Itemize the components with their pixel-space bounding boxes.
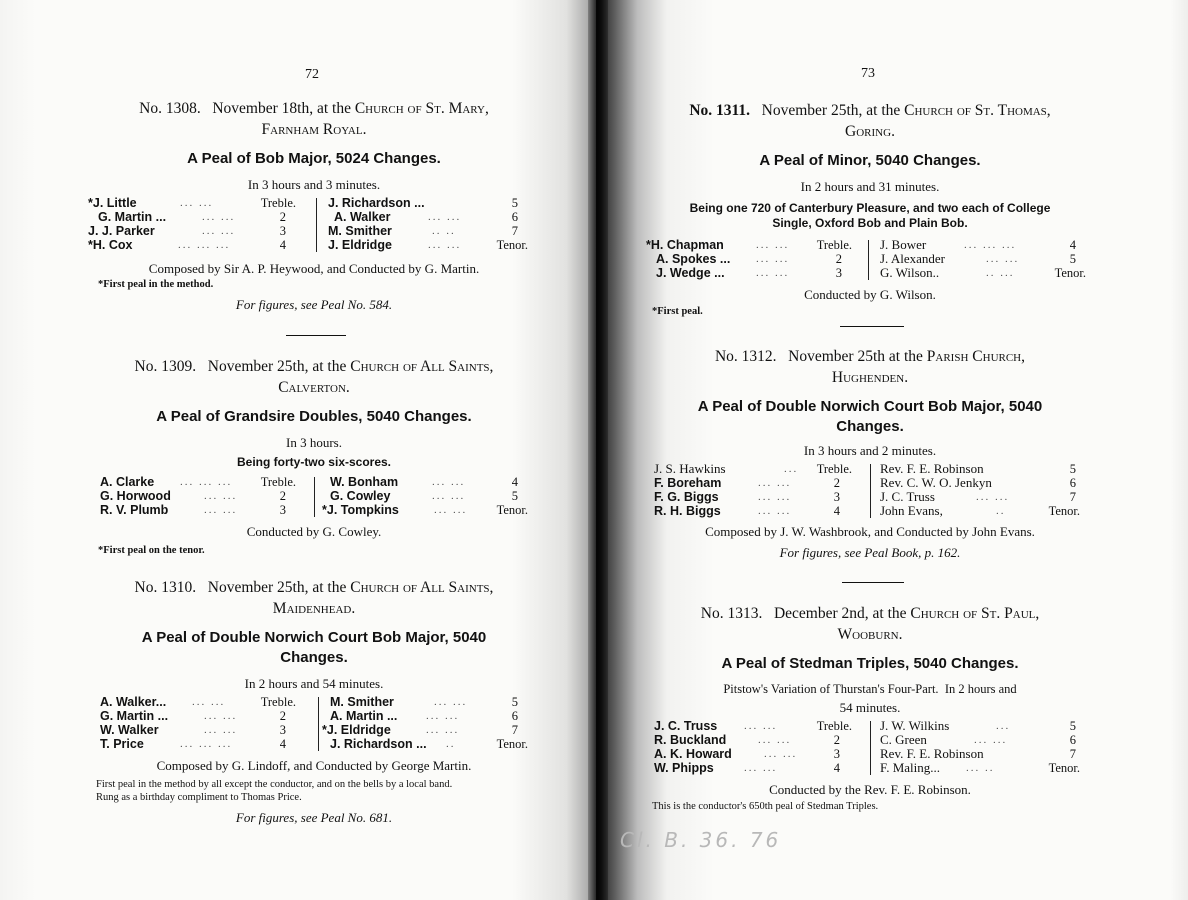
ringer-name: G. Horwood bbox=[100, 489, 171, 503]
peal-title: A Peal of Minor, 5040 Changes. bbox=[759, 152, 981, 169]
ringer-row bbox=[100, 503, 300, 517]
footnote-line: Rung as a birthday compliment to Thomas Price. bbox=[96, 792, 302, 803]
peal-number: No. 1309. bbox=[134, 358, 197, 375]
bell-number: Tenor. bbox=[496, 503, 528, 517]
ringer-name: *H. Chapman bbox=[646, 238, 724, 252]
peal-place: Maidenhead. bbox=[272, 600, 356, 617]
ringer-row bbox=[322, 475, 530, 489]
ringer-name: W. Bonham bbox=[330, 475, 399, 489]
ringer-row bbox=[646, 252, 856, 266]
leader-dots: ... ... bbox=[204, 504, 238, 516]
leader-dots: ... ... ... bbox=[178, 239, 231, 251]
ringer-name: A. Walker bbox=[334, 210, 391, 224]
ringers-left-column bbox=[654, 462, 854, 518]
ringer-row bbox=[100, 709, 300, 723]
column-divider bbox=[318, 697, 319, 751]
peal-number: No. 1310. bbox=[134, 579, 197, 596]
bell-number: 5 bbox=[511, 196, 518, 210]
peal-church: Church of St. Thomas, bbox=[904, 102, 1051, 119]
ringer-row bbox=[654, 719, 854, 733]
leader-dots: ... ... bbox=[758, 505, 792, 517]
ringer-row bbox=[328, 224, 528, 238]
leader-dots: ... ... bbox=[758, 477, 792, 489]
bell-number: 5 bbox=[511, 489, 518, 503]
leader-dots: ... ... bbox=[756, 239, 790, 251]
peal-time: In 3 hours and 2 minutes. bbox=[803, 443, 937, 458]
leader-dots: ... ... bbox=[434, 504, 468, 516]
ringers-left-column bbox=[646, 238, 856, 280]
conducted-by: Conducted by G. Wilson. bbox=[804, 287, 936, 302]
bell-number: 7 bbox=[511, 224, 518, 238]
bell-number: Tenor. bbox=[496, 737, 528, 751]
peal-time: In 3 hours. bbox=[286, 435, 342, 450]
leader-dots: ... ... bbox=[764, 748, 798, 760]
ringer-row bbox=[322, 737, 530, 751]
ringer-name: F. Boreham bbox=[654, 476, 722, 490]
bell-number: 6 bbox=[511, 210, 518, 224]
bell-number: 2 bbox=[279, 210, 286, 224]
leader-dots: .. .. bbox=[432, 225, 456, 237]
leader-dots: ... ... bbox=[986, 253, 1020, 265]
leader-dots: ... ... bbox=[180, 197, 214, 209]
conducted-by: Conducted by the Rev. F. E. Robinson. bbox=[769, 782, 971, 797]
ringers-right-column bbox=[322, 695, 530, 751]
leader-dots: ... .. bbox=[966, 762, 995, 774]
ringer-row bbox=[880, 719, 1090, 733]
peal-church: Church of St. Mary, bbox=[354, 100, 489, 117]
peal-description-line: Single, Oxford Bob and Plain Bob. bbox=[772, 216, 968, 230]
ringers-right-column bbox=[322, 475, 530, 517]
bell-number: 3 bbox=[835, 266, 842, 280]
ringer-name: J. Richardson ... bbox=[328, 196, 425, 210]
bell-number: 4 bbox=[833, 504, 840, 518]
bell-number: Tenor. bbox=[1048, 761, 1080, 775]
peal-place: Calverton. bbox=[278, 379, 350, 396]
ringer-name: A. Martin ... bbox=[330, 709, 398, 723]
bell-number: 4 bbox=[833, 761, 840, 775]
leader-dots: ... ... bbox=[202, 211, 236, 223]
figures-reference: For figures, see Peal No. 681. bbox=[235, 810, 393, 825]
ringers-table bbox=[84, 196, 544, 254]
ringer-row bbox=[100, 695, 300, 709]
leader-dots: ... ... bbox=[976, 491, 1010, 503]
ringer-name: G. Martin ... bbox=[98, 210, 167, 224]
bell-number: Treble. bbox=[816, 238, 852, 252]
ringer-row bbox=[646, 266, 856, 280]
ringer-name: G. Cowley bbox=[330, 489, 391, 503]
ringers-left-column bbox=[88, 196, 296, 252]
bell-number: 7 bbox=[511, 723, 518, 737]
section-rule bbox=[840, 326, 904, 327]
peal-variation bbox=[640, 680, 1100, 698]
ringers-left-column bbox=[654, 719, 854, 775]
bell-number: 5 bbox=[1069, 252, 1076, 266]
right-page bbox=[596, 0, 1188, 900]
bell-number: 3 bbox=[833, 747, 840, 761]
ringer-row bbox=[322, 503, 530, 517]
composed-by: Composed by G. Lindoff, and Conducted by George Martin. bbox=[156, 758, 472, 773]
section-rule bbox=[842, 582, 904, 583]
footnote: *First peal on the tenor. bbox=[98, 545, 205, 556]
ringer-name: W. Walker bbox=[100, 723, 159, 737]
ringer-name: A. Spokes ... bbox=[656, 252, 731, 266]
ringer-name: J. S. Hawkins bbox=[654, 461, 726, 476]
entry-heading bbox=[84, 356, 544, 398]
footnote: *First peal in the method. bbox=[98, 279, 214, 290]
ringer-row bbox=[654, 490, 854, 504]
peal-date: November 25th at the bbox=[788, 348, 923, 365]
entry-heading bbox=[84, 98, 544, 140]
ringer-row bbox=[880, 238, 1090, 252]
bell-number: 2 bbox=[833, 733, 840, 747]
ringer-name: F. G. Biggs bbox=[654, 490, 719, 504]
bell-number: Treble. bbox=[816, 719, 852, 733]
bell-number: 6 bbox=[1069, 476, 1076, 490]
leader-dots: ... ... bbox=[428, 239, 462, 251]
bell-number: 6 bbox=[511, 709, 518, 723]
footnote-line: First peal in the method by all except the conductor, and on the bells by a local band. bbox=[96, 779, 453, 790]
bell-number: 5 bbox=[511, 695, 518, 709]
ringer-row bbox=[322, 709, 530, 723]
ringer-name: R. V. Plumb bbox=[100, 503, 169, 517]
page-number: 72 bbox=[305, 67, 319, 82]
peal-number: No. 1312. bbox=[714, 348, 777, 365]
entry-heading bbox=[640, 603, 1100, 645]
ringer-name: A. Clarke bbox=[100, 475, 155, 489]
figures-reference: For figures, see Peal No. 584. bbox=[235, 297, 393, 312]
peal-date: November 25th, at the bbox=[207, 358, 347, 375]
ringer-name: R. Buckland bbox=[654, 733, 727, 747]
leader-dots: ... ... bbox=[434, 696, 468, 708]
column-divider bbox=[870, 721, 871, 775]
peal-date: November 25th, at the bbox=[761, 102, 901, 119]
leader-dots: ... ... bbox=[204, 490, 238, 502]
book-gutter bbox=[588, 0, 608, 900]
peal-time: In 2 hours and 31 minutes. bbox=[800, 179, 940, 194]
ringer-name: M. Smither bbox=[328, 224, 392, 238]
bell-number: 3 bbox=[279, 503, 286, 517]
ringer-name: *H. Cox bbox=[88, 238, 133, 252]
bell-number: 5 bbox=[1069, 462, 1076, 476]
leader-dots: ... ... bbox=[756, 267, 790, 279]
bell-number: Treble. bbox=[260, 196, 296, 210]
ringer-name: W. Phipps bbox=[654, 761, 714, 775]
peal-title: A Peal of Grandsire Doubles, 5040 Changes. bbox=[156, 408, 472, 425]
peal-entry bbox=[84, 356, 544, 557]
ringer-row bbox=[88, 224, 296, 238]
ringer-name: *J. Little bbox=[88, 196, 137, 210]
leader-dots: ... bbox=[996, 720, 1011, 732]
peal-title bbox=[640, 397, 1100, 437]
ringer-name: J. Bower bbox=[880, 237, 927, 252]
ringer-name: J. Eldridge bbox=[328, 238, 392, 252]
ringer-row bbox=[88, 196, 296, 210]
leader-dots: ... ... ... bbox=[180, 476, 233, 488]
peal-church: Church of St. Paul, bbox=[910, 605, 1040, 622]
bell-number: Treble. bbox=[816, 462, 852, 476]
leader-dots: ... ... bbox=[756, 253, 790, 265]
peal-time: In 2 hours and 54 minutes. bbox=[244, 676, 384, 691]
ringer-name: J. J. Parker bbox=[88, 224, 155, 238]
conducted-by: Conducted by G. Cowley. bbox=[246, 524, 382, 539]
footnote: *First peal. bbox=[652, 306, 703, 317]
leader-dots: ... ... bbox=[432, 490, 466, 502]
ringer-name: J. C. Truss bbox=[654, 719, 718, 733]
ringer-name: J. C. Truss bbox=[880, 489, 935, 504]
footnote: This is the conductor's 650th peal of Stedman Triples. bbox=[652, 801, 879, 812]
bell-number: 2 bbox=[279, 489, 286, 503]
section-rule bbox=[286, 335, 346, 336]
ringer-name: *J. Eldridge bbox=[322, 723, 391, 737]
ringer-row bbox=[328, 196, 528, 210]
peal-entry bbox=[640, 346, 1100, 561]
bell-number: 2 bbox=[833, 476, 840, 490]
bell-number: 2 bbox=[279, 709, 286, 723]
peal-description-line: Being one 720 of Canterbury Pleasure, and two each of College bbox=[689, 201, 1051, 215]
leader-dots: ... ... bbox=[204, 724, 238, 736]
ringer-name: G. Martin ... bbox=[100, 709, 169, 723]
peal-entry bbox=[84, 577, 544, 826]
ringer-row bbox=[654, 733, 854, 747]
ringer-row bbox=[654, 476, 854, 490]
handwritten-shelfmark: Cl. B. 36. 76 bbox=[620, 828, 782, 852]
leader-dots: ... ... bbox=[428, 211, 462, 223]
peal-number: No. 1311. bbox=[689, 102, 751, 119]
leader-dots: ... ... bbox=[758, 491, 792, 503]
bell-number: 6 bbox=[1069, 733, 1076, 747]
ringer-name: J. W. Wilkins bbox=[880, 718, 950, 733]
ringers-right-column bbox=[880, 238, 1090, 280]
leader-dots: ... ... bbox=[974, 734, 1008, 746]
footnote bbox=[96, 778, 544, 804]
bell-number: 4 bbox=[279, 737, 286, 751]
peal-number: No. 1308. bbox=[139, 100, 201, 117]
ringer-row bbox=[328, 210, 528, 224]
peal-place: Goring. bbox=[845, 123, 895, 140]
ringers-left-column bbox=[100, 475, 300, 517]
ringer-row bbox=[880, 252, 1090, 266]
ringer-row bbox=[654, 462, 854, 476]
peal-entry bbox=[84, 98, 544, 313]
peal-church: Church of All Saints, bbox=[350, 579, 494, 596]
ringer-name: Rev. F. E. Robinson bbox=[880, 461, 984, 476]
bell-number: Tenor. bbox=[496, 238, 528, 252]
leader-dots: ... ... bbox=[432, 476, 466, 488]
peal-time-continued: 54 minutes. bbox=[839, 700, 901, 715]
ringer-row bbox=[100, 489, 300, 503]
entry-heading bbox=[640, 346, 1100, 388]
bell-number: Tenor. bbox=[1048, 504, 1080, 518]
ringers-table bbox=[640, 719, 1100, 777]
bell-number: Treble. bbox=[260, 475, 296, 489]
ringer-name: Rev. C. W. O. Jenkyn bbox=[880, 475, 992, 490]
composed-by: Composed by J. W. Washbrook, and Conducted by John Evans. bbox=[705, 524, 1035, 539]
peal-title-line: Changes. bbox=[836, 418, 904, 435]
peal-place: Wooburn. bbox=[837, 626, 903, 643]
peal-description bbox=[640, 201, 1100, 231]
peal-church: Church of All Saints, bbox=[350, 358, 494, 375]
bell-number: 4 bbox=[1069, 238, 1076, 252]
peal-place: Farnham Royal. bbox=[261, 121, 367, 138]
ringer-name: A. Walker... bbox=[100, 695, 167, 709]
bell-number: 3 bbox=[279, 224, 286, 238]
leader-dots: .. bbox=[996, 505, 1006, 517]
ringer-name: J. Wedge ... bbox=[656, 266, 725, 280]
peal-entry bbox=[640, 603, 1100, 813]
ringer-row bbox=[88, 210, 296, 224]
ringer-row bbox=[100, 475, 300, 489]
page-number: 73 bbox=[861, 66, 875, 81]
ringer-row bbox=[100, 723, 300, 737]
ringers-right-column bbox=[880, 719, 1090, 775]
column-divider bbox=[868, 240, 869, 280]
column-divider bbox=[870, 464, 871, 518]
ringer-name: T. Price bbox=[100, 737, 144, 751]
variation-name: Pitstow's Variation of Thurstan's Four-Part. bbox=[723, 682, 939, 696]
ringer-row bbox=[654, 761, 854, 775]
peal-date: November 18th, at the bbox=[212, 100, 351, 117]
ringer-row bbox=[322, 723, 530, 737]
leader-dots: ... ... ... bbox=[964, 239, 1017, 251]
peal-title bbox=[84, 628, 544, 668]
bell-number: Tenor. bbox=[1054, 266, 1086, 280]
peal-title-line: Changes. bbox=[280, 649, 348, 666]
leader-dots: ... ... bbox=[758, 734, 792, 746]
peal-number: No. 1313. bbox=[700, 605, 763, 622]
bell-number: 7 bbox=[1069, 747, 1076, 761]
leader-dots: ... bbox=[784, 463, 799, 475]
ringers-table bbox=[84, 475, 544, 519]
entry-heading bbox=[84, 577, 544, 619]
peal-title: A Peal of Bob Major, 5024 Changes. bbox=[187, 150, 441, 167]
leader-dots: ... ... bbox=[426, 724, 460, 736]
composed-by: Composed by Sir A. P. Heywood, and Conducted by G. Martin. bbox=[148, 261, 480, 276]
ringer-row bbox=[880, 266, 1090, 280]
ringer-row bbox=[654, 747, 854, 761]
leader-dots: ... ... bbox=[202, 225, 236, 237]
peal-title-line: A Peal of Double Norwich Court Bob Major, 5040 bbox=[141, 629, 487, 646]
peal-church: Parish Church, bbox=[926, 348, 1026, 365]
ringer-name: M. Smither bbox=[330, 695, 394, 709]
leader-dots: .. bbox=[446, 738, 456, 750]
leader-dots: .. ... bbox=[986, 267, 1015, 279]
peal-title: A Peal of Stedman Triples, 5040 Changes. bbox=[721, 655, 1019, 672]
ringers-table bbox=[640, 462, 1100, 520]
bell-number: Treble. bbox=[260, 695, 296, 709]
ringers-right-column bbox=[880, 462, 1090, 518]
ringer-name: A. K. Howard bbox=[654, 747, 732, 761]
peal-time: In 3 hours and 3 minutes. bbox=[247, 177, 381, 192]
bell-number: 3 bbox=[279, 723, 286, 737]
peal-title-line: A Peal of Double Norwich Court Bob Major, 5040 bbox=[697, 398, 1043, 415]
peal-place: Hughenden. bbox=[831, 369, 909, 386]
ringer-name: Rev. F. E. Robinson bbox=[880, 746, 984, 761]
column-divider bbox=[316, 198, 317, 252]
leader-dots: ... ... bbox=[744, 720, 778, 732]
ringer-name: C. Green bbox=[880, 732, 927, 747]
ringer-name: John Evans, bbox=[880, 503, 943, 518]
ringer-row bbox=[328, 238, 528, 252]
bell-number: 2 bbox=[835, 252, 842, 266]
ringer-row bbox=[646, 238, 856, 252]
ringer-row bbox=[880, 476, 1090, 490]
ringer-name: *J. Tompkins bbox=[322, 503, 399, 517]
ringer-row bbox=[880, 733, 1090, 747]
bell-number: 3 bbox=[833, 490, 840, 504]
peal-description: Being forty-two six-scores. bbox=[236, 455, 392, 469]
bell-number: 7 bbox=[1069, 490, 1076, 504]
bell-number: 4 bbox=[511, 475, 518, 489]
ringer-name: R. H. Biggs bbox=[654, 504, 721, 518]
ringer-row bbox=[880, 747, 1090, 761]
ringer-row bbox=[322, 489, 530, 503]
ringers-left-column bbox=[100, 695, 300, 751]
leader-dots: ... ... bbox=[744, 762, 778, 774]
ringer-name: J. Alexander bbox=[880, 251, 945, 266]
ringer-name: G. Wilson.. bbox=[880, 265, 940, 280]
ringer-row bbox=[880, 462, 1090, 476]
ringers-table bbox=[640, 238, 1100, 282]
peal-time: In 2 hours and bbox=[944, 682, 1017, 696]
ringer-row bbox=[322, 695, 530, 709]
leader-dots: ... ... bbox=[192, 696, 226, 708]
ringer-row bbox=[88, 238, 296, 252]
leader-dots: ... ... ... bbox=[180, 738, 233, 750]
bell-number: 5 bbox=[1069, 719, 1076, 733]
ringer-row bbox=[880, 504, 1090, 518]
peal-date: November 25th, at the bbox=[207, 579, 347, 596]
ringer-row bbox=[880, 761, 1090, 775]
figures-reference: For figures, see Peal Book, p. 162. bbox=[779, 545, 961, 560]
bell-number: 4 bbox=[279, 238, 286, 252]
ringers-right-column bbox=[328, 196, 528, 252]
ringer-row bbox=[880, 490, 1090, 504]
entry-heading bbox=[640, 100, 1100, 142]
ringer-name: F. Maling... bbox=[880, 760, 940, 775]
peal-entry bbox=[640, 100, 1100, 318]
leader-dots: ... ... bbox=[426, 710, 460, 722]
ringer-row bbox=[100, 737, 300, 751]
ringer-name: J. Richardson ... bbox=[330, 737, 427, 751]
column-divider bbox=[314, 477, 315, 517]
ringer-row bbox=[654, 504, 854, 518]
peal-date: December 2nd, at the bbox=[773, 605, 907, 622]
leader-dots: ... ... bbox=[204, 710, 238, 722]
ringers-table bbox=[84, 695, 544, 753]
